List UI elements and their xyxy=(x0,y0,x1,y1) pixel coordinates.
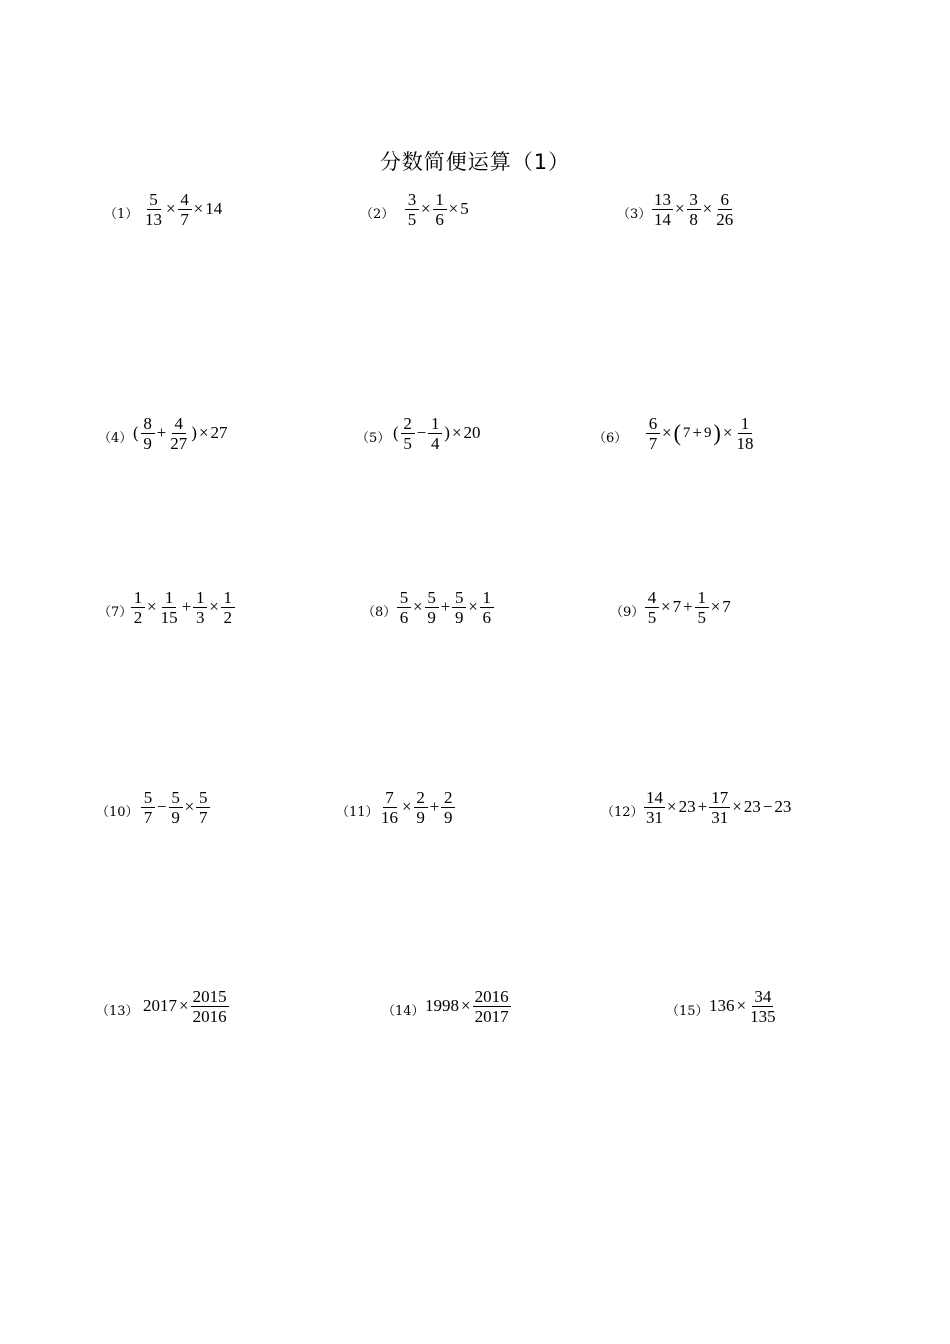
fraction-denominator: 7 xyxy=(143,807,153,827)
fraction xyxy=(141,789,155,826)
operator: + xyxy=(156,423,167,442)
fraction-numerator: 14 xyxy=(646,787,663,807)
fraction-denominator: 5 xyxy=(697,607,706,627)
fraction-denominator: 31 xyxy=(646,807,663,827)
problem-expression xyxy=(645,414,756,452)
number: 23 xyxy=(774,797,792,816)
fraction-numerator: 1 xyxy=(695,589,709,608)
fraction-numerator: 5 xyxy=(141,789,155,808)
fraction-denominator: 7 xyxy=(648,433,658,453)
operator: × xyxy=(468,597,478,616)
number: 7 xyxy=(672,597,682,616)
fraction xyxy=(221,589,235,626)
fraction-numerator: 5 xyxy=(452,589,466,608)
fraction-denominator: 4 xyxy=(431,433,440,453)
fraction-denominator: 27 xyxy=(170,433,188,453)
fraction-denominator: 16 xyxy=(381,807,398,827)
fraction-numerator: 4 xyxy=(645,589,659,608)
problem-label: （14） xyxy=(382,1004,425,1019)
fraction-numerator: 34 xyxy=(754,986,772,1006)
fraction-numerator: 1 xyxy=(480,589,494,608)
fraction xyxy=(414,789,428,826)
fraction-numerator: 2016 xyxy=(474,986,509,1006)
fraction-numerator: 2015 xyxy=(192,986,227,1006)
number: ( xyxy=(133,423,139,442)
fraction-denominator: 14 xyxy=(654,209,671,229)
operator: × xyxy=(193,199,204,218)
fraction-numerator: 3 xyxy=(687,191,701,210)
operator: × xyxy=(736,996,747,1015)
fraction-numerator: 5 xyxy=(425,589,439,608)
problem-expression xyxy=(142,190,223,228)
operator: × xyxy=(147,597,157,616)
fraction-numerator: 5 xyxy=(196,789,210,808)
fraction-denominator: 2017 xyxy=(474,1006,509,1026)
fraction-numerator: 6 xyxy=(646,415,660,434)
operator: × xyxy=(179,996,189,1015)
operator: × xyxy=(402,797,412,816)
fraction-denominator: 7 xyxy=(198,807,208,827)
problem-expression xyxy=(132,414,229,452)
fraction xyxy=(748,988,778,1025)
problem-expression xyxy=(142,987,230,1025)
operator: × xyxy=(702,199,713,218)
operator: + xyxy=(697,797,708,816)
operator: × xyxy=(722,423,733,442)
fraction-denominator: 5 xyxy=(403,433,412,453)
fraction-denominator: 7 xyxy=(180,209,189,229)
fraction-numerator: 1 xyxy=(162,589,176,608)
fraction-denominator: 6 xyxy=(435,209,444,229)
number: 7 xyxy=(722,597,731,616)
fraction-denominator: 9 xyxy=(443,807,453,827)
fraction xyxy=(428,415,442,452)
problem-expression xyxy=(643,788,792,826)
fraction-denominator: 31 xyxy=(711,807,729,827)
number: 20 xyxy=(463,423,481,442)
operator: × xyxy=(662,423,672,442)
fraction xyxy=(452,589,466,626)
operator: + xyxy=(440,597,451,616)
problem-label: （2） xyxy=(360,207,395,222)
fraction-numerator: 5 xyxy=(147,191,161,210)
fraction-denominator: 26 xyxy=(716,209,734,229)
operator: × xyxy=(166,199,176,218)
parenthesis: ) xyxy=(713,419,721,446)
problem-label: （5） xyxy=(356,431,391,446)
problem-label: （10） xyxy=(96,805,139,820)
problem-label: （4） xyxy=(98,431,133,446)
fraction-denominator: 135 xyxy=(750,1006,776,1026)
problem-label: （3） xyxy=(617,207,652,222)
operator: + xyxy=(181,597,192,616)
fraction-denominator: 5 xyxy=(647,607,657,627)
problem-label: （1） xyxy=(104,207,139,222)
fraction-denominator: 9 xyxy=(454,607,464,627)
number: 27 xyxy=(210,423,228,442)
operator: × xyxy=(675,199,685,218)
fraction xyxy=(141,415,155,452)
fraction-numerator: 2 xyxy=(441,789,455,808)
fraction-numerator: 1 xyxy=(193,589,207,608)
operator: − xyxy=(762,797,773,816)
operator: + xyxy=(692,423,703,442)
fraction-denominator: 9 xyxy=(416,807,425,827)
fraction-numerator: 1 xyxy=(221,589,235,608)
fraction-numerator: 4 xyxy=(172,415,186,434)
fraction xyxy=(433,191,447,228)
fraction xyxy=(379,789,400,826)
fraction xyxy=(193,589,207,626)
fraction xyxy=(687,191,701,228)
fraction-denominator: 15 xyxy=(160,607,178,627)
problem-label: （9） xyxy=(610,605,645,620)
number: 7 xyxy=(682,424,691,441)
fraction xyxy=(196,789,210,826)
problem-label: （15） xyxy=(666,1004,709,1019)
fraction-numerator: 2 xyxy=(401,415,415,434)
fraction xyxy=(646,415,660,452)
operator: × xyxy=(461,996,471,1015)
fraction-denominator: 6 xyxy=(399,607,409,627)
fraction-numerator: 3 xyxy=(405,191,419,210)
problem-label: （12） xyxy=(601,805,644,820)
number: 1998 xyxy=(425,996,459,1015)
problem-expression xyxy=(644,588,732,626)
problem-label: （7） xyxy=(98,605,133,620)
fraction xyxy=(168,415,189,452)
fraction-numerator: 13 xyxy=(654,189,671,209)
fraction-numerator: 1 xyxy=(428,415,442,434)
problem-label: （11） xyxy=(336,805,379,820)
problem-label: （6） xyxy=(593,431,628,446)
problem-expression xyxy=(392,414,482,452)
problem-expression xyxy=(424,987,512,1025)
fraction xyxy=(131,589,145,626)
fraction xyxy=(397,589,411,626)
problem-label: （8） xyxy=(362,605,397,620)
fraction-denominator: 9 xyxy=(427,607,436,627)
operator: × xyxy=(184,797,195,816)
fraction-denominator: 3 xyxy=(195,607,205,627)
fraction xyxy=(734,415,755,452)
number: 5 xyxy=(460,199,469,218)
page-title: 分数简便运算（1） xyxy=(379,150,571,174)
fraction-numerator: 17 xyxy=(711,787,729,807)
operator: × xyxy=(661,597,671,616)
operator: × xyxy=(209,597,219,616)
problem-expression xyxy=(396,588,495,626)
operator: × xyxy=(710,597,721,616)
operator: − xyxy=(157,797,167,816)
fraction-denominator: 2 xyxy=(223,607,233,627)
fraction xyxy=(652,191,673,228)
operator: × xyxy=(448,199,459,218)
problem-expression xyxy=(708,987,779,1025)
operator: × xyxy=(451,423,462,442)
fraction-denominator: 8 xyxy=(689,209,698,229)
fraction xyxy=(143,191,164,228)
fraction xyxy=(473,988,511,1025)
problem-expression xyxy=(404,190,470,228)
fraction-denominator: 6 xyxy=(482,607,492,627)
fraction-numerator: 1 xyxy=(433,191,447,210)
parenthesis: ( xyxy=(673,419,681,446)
number: 23 xyxy=(743,797,761,816)
fraction-denominator: 9 xyxy=(143,433,152,453)
fraction xyxy=(695,589,709,626)
fraction-numerator: 8 xyxy=(141,415,155,434)
operator: + xyxy=(429,797,440,816)
operator: × xyxy=(421,199,431,218)
problem-expression xyxy=(378,788,456,826)
operator: × xyxy=(413,597,423,616)
number: 9 xyxy=(704,424,712,441)
operator: × xyxy=(732,797,742,816)
fraction-denominator: 13 xyxy=(145,209,162,229)
operator: × xyxy=(198,423,209,442)
fraction xyxy=(644,789,665,826)
fraction xyxy=(645,589,659,626)
problem-label: （13） xyxy=(96,1004,139,1019)
number: 23 xyxy=(678,797,696,816)
operator: × xyxy=(667,797,677,816)
fraction-numerator: 5 xyxy=(169,789,183,808)
operator: − xyxy=(416,423,427,442)
fraction-denominator: 9 xyxy=(171,807,180,827)
fraction-numerator: 2 xyxy=(414,789,428,808)
fraction-numerator: 1 xyxy=(738,415,752,434)
number: 2017 xyxy=(143,996,177,1015)
fraction-denominator: 18 xyxy=(736,433,754,453)
number: 136 xyxy=(709,996,735,1015)
fraction-numerator: 1 xyxy=(131,589,145,608)
fraction-denominator: 2 xyxy=(133,607,143,627)
fraction-numerator: 4 xyxy=(178,191,192,210)
number: ) xyxy=(444,423,450,442)
problem-expression xyxy=(140,788,211,826)
fraction xyxy=(441,789,455,826)
fraction xyxy=(169,789,183,826)
fraction xyxy=(480,589,494,626)
fraction-denominator: 5 xyxy=(407,209,417,229)
operator: + xyxy=(683,597,693,616)
fraction xyxy=(405,191,419,228)
number: 14 xyxy=(205,199,223,218)
fraction xyxy=(401,415,415,452)
problem-expression xyxy=(651,190,736,228)
fraction-numerator: 7 xyxy=(383,789,397,808)
number: ( xyxy=(393,423,399,442)
fraction xyxy=(425,589,439,626)
fraction xyxy=(159,589,180,626)
number: ) xyxy=(191,423,197,442)
fraction-denominator: 2016 xyxy=(192,1006,227,1026)
problem-expression xyxy=(130,588,236,626)
fraction-numerator: 6 xyxy=(718,191,732,210)
fraction-numerator: 5 xyxy=(397,589,411,608)
fraction xyxy=(191,988,229,1025)
fraction xyxy=(709,789,730,826)
fraction xyxy=(178,191,192,228)
fraction xyxy=(714,191,735,228)
